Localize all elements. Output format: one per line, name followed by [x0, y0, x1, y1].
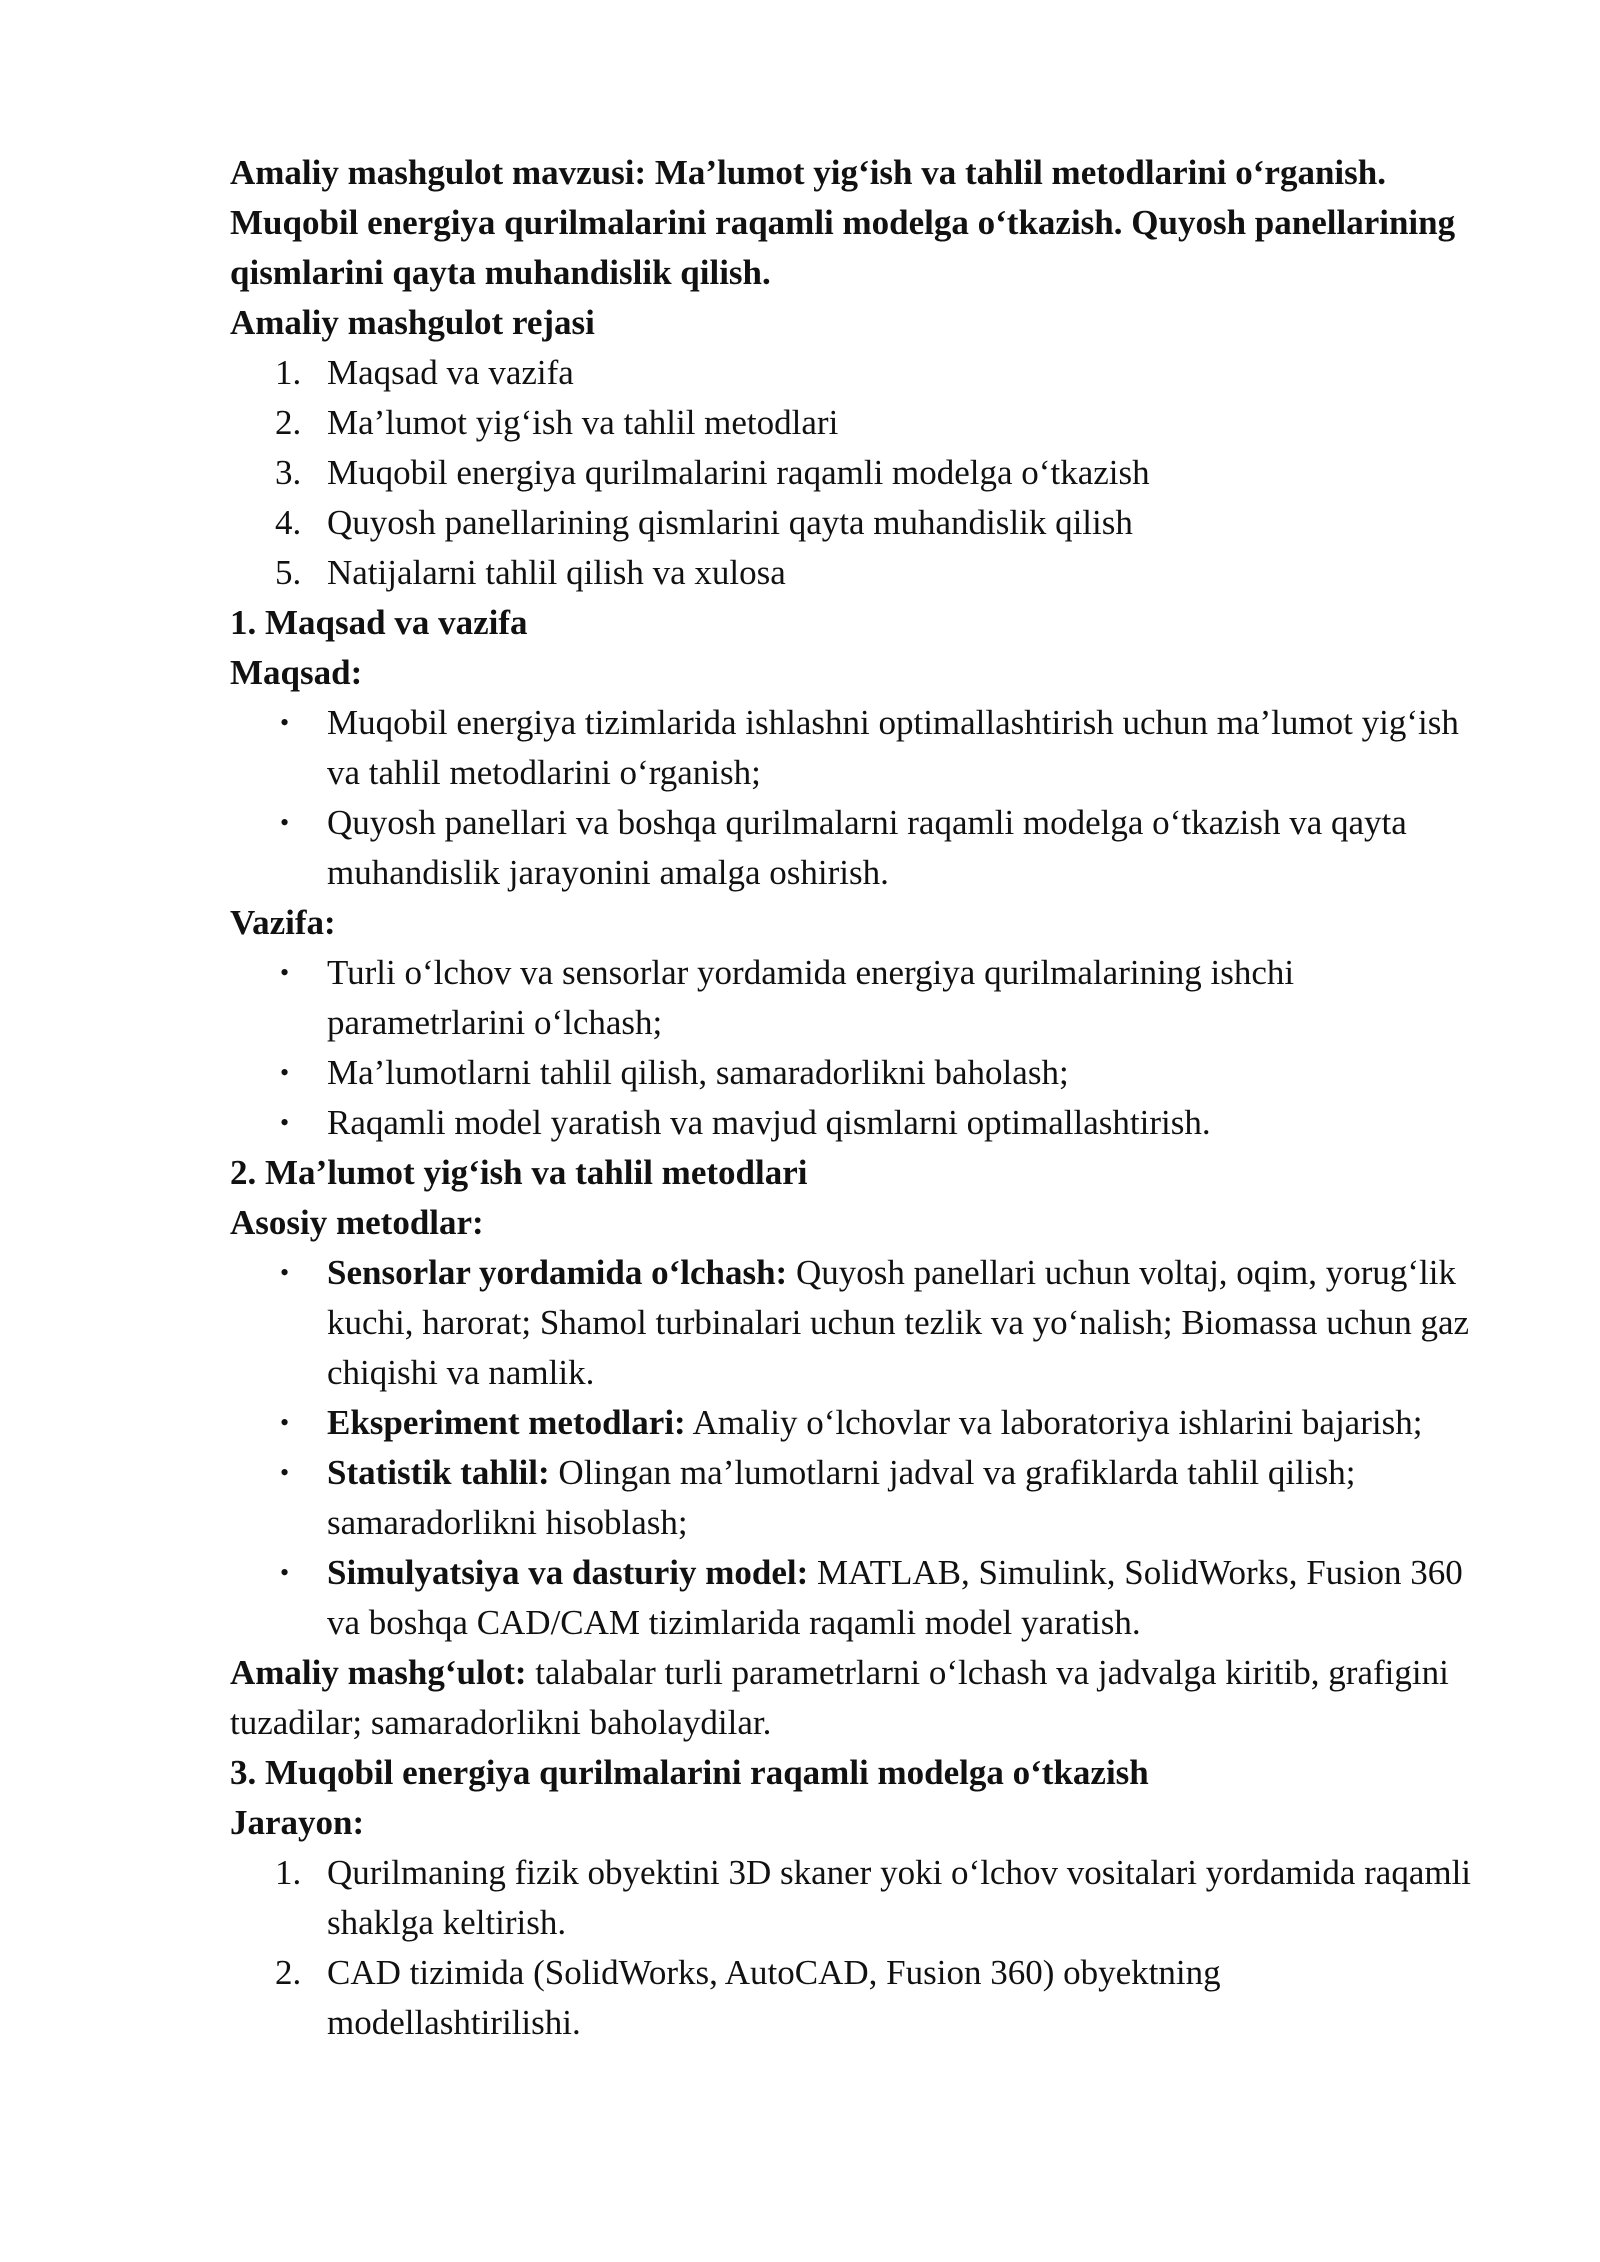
process-list [230, 1848, 1480, 2048]
methods-label: Asosiy metodlar: [230, 1203, 484, 1242]
list-item-text: CAD tizimida (SolidWorks, AutoCAD, Fusion 360) obyektning modellashtirilishi. [327, 1953, 1221, 2042]
plan-heading: Amaliy mashgulot rejasi [230, 303, 595, 342]
list-item [230, 1948, 1480, 2048]
list-number: 5. [275, 553, 302, 592]
bullet-icon: • [280, 708, 290, 737]
list-item-text: Quyosh panellari va boshqa qurilmalarni raqamli modelga o‘tkazish va qayta muhandislik jarayonini amalga oshirish. [327, 803, 1407, 892]
list-item [230, 798, 1480, 898]
task-list [230, 948, 1480, 1148]
list-number: 2. [275, 403, 302, 442]
section-3-heading: 3. Muqobil energiya qurilmalarini raqamli modelga o‘tkazish [230, 1753, 1149, 1792]
goal-list [230, 698, 1480, 898]
method-text: MATLAB, Simulink, SolidWorks, Fusion 360 va boshqa CAD/CAM tizimlarida raqamli model yaratish. [327, 1553, 1463, 1642]
list-item-text: Maqsad va vazifa [327, 353, 574, 392]
list-item [230, 1848, 1480, 1948]
list-item [230, 1448, 1480, 1548]
list-item-text: Ma’lumotlarni tahlil qilish, samaradorlikni baholash; [327, 1053, 1069, 1092]
list-item [230, 698, 1480, 798]
plan-list [230, 348, 1480, 598]
list-item-text: Turli o‘lchov va sensorlar yordamida energiya qurilmalarining ishchi parametrlarini o‘lchash; [327, 953, 1295, 1042]
practice-paragraph [230, 1648, 1480, 1748]
list-item [230, 548, 1480, 598]
methods-list [230, 1248, 1480, 1648]
list-item-text: Ma’lumot yig‘ish va tahlil metodlari [327, 403, 839, 442]
list-item [230, 1248, 1480, 1398]
list-item-text: Qurilmaning fizik obyektini 3D skaner yoki o‘lchov vositalari yordamida raqamli shaklga keltirish. [327, 1853, 1472, 1942]
bullet-icon: • [280, 808, 290, 837]
list-item [230, 1098, 1480, 1148]
method-text: Amaliy o‘lchovlar va laboratoriya ishlarini bajarish; [685, 1403, 1423, 1442]
bullet-icon: • [280, 1558, 290, 1587]
list-item [230, 1398, 1480, 1448]
list-number: 1. [275, 1853, 302, 1892]
list-item-text: Muqobil energiya qurilmalarini raqamli modelga o‘tkazish [327, 453, 1150, 492]
method-term: Sensorlar yordamida o‘lchash: [327, 1253, 788, 1292]
document-body [230, 148, 1480, 2048]
bullet-icon: • [280, 958, 290, 987]
document-title: Amaliy mashgulot mavzusi: Ma’lumot yig‘ish va tahlil metodlarini o‘rganish. Muqobil energiya qurilmalarini raqamli modelga o‘tkazish. Quyosh panellarining qismlarini qayta muhandislik qilish. [230, 153, 1456, 292]
method-term: Eksperiment metodlari: [327, 1403, 686, 1442]
goal-label: Maqsad: [230, 653, 363, 692]
list-number: 1. [275, 353, 302, 392]
list-number: 2. [275, 1953, 302, 1992]
method-text: Olingan ma’lumotlarni jadval va grafiklarda tahlil qilish; samaradorlikni hisoblash; [327, 1453, 1356, 1542]
list-item [230, 1048, 1480, 1098]
task-label: Vazifa: [230, 903, 336, 942]
list-item [230, 498, 1480, 548]
list-item [230, 1548, 1480, 1648]
practice-text: talabalar turli parametrlarni o‘lchash va jadvalga kiritib, grafigini tuzadilar; samaradorlikni baholaydilar. [230, 1653, 1449, 1742]
bullet-icon: • [280, 1058, 290, 1087]
list-item [230, 948, 1480, 1048]
bullet-icon: • [280, 1408, 290, 1437]
list-item-text: Muqobil energiya tizimlarida ishlashni optimallashtirish uchun ma’lumot yig‘ish va tahlil metodlarini o‘rganish; [327, 703, 1459, 792]
list-item [230, 348, 1480, 398]
list-number: 4. [275, 503, 302, 542]
bullet-icon: • [280, 1108, 290, 1137]
method-term: Simulyatsiya va dasturiy model: [327, 1553, 809, 1592]
list-number: 3. [275, 453, 302, 492]
method-term: Statistik tahlil: [327, 1453, 550, 1492]
list-item-text: Raqamli model yaratish va mavjud qismlarni optimallashtirish. [327, 1103, 1211, 1142]
practice-term: Amaliy mashg‘ulot: [230, 1653, 527, 1692]
list-item [230, 448, 1480, 498]
list-item [230, 398, 1480, 448]
section-2-heading: 2. Ma’lumot yig‘ish va tahlil metodlari [230, 1153, 808, 1192]
method-text: Quyosh panellari uchun voltaj, oqim, yorug‘lik kuchi, harorat; Shamol turbinalari uchun tezlik va yo‘nalish; Biomassa uchun gaz chiqishi va namlik. [327, 1253, 1470, 1392]
list-item-text: Natijalarni tahlil qilish va xulosa [327, 553, 786, 592]
section-1-heading: 1. Maqsad va vazifa [230, 603, 528, 642]
process-label: Jarayon: [230, 1803, 365, 1842]
bullet-icon: • [280, 1258, 290, 1287]
list-item-text: Quyosh panellarining qismlarini qayta muhandislik qilish [327, 503, 1133, 542]
bullet-icon: • [280, 1458, 290, 1487]
